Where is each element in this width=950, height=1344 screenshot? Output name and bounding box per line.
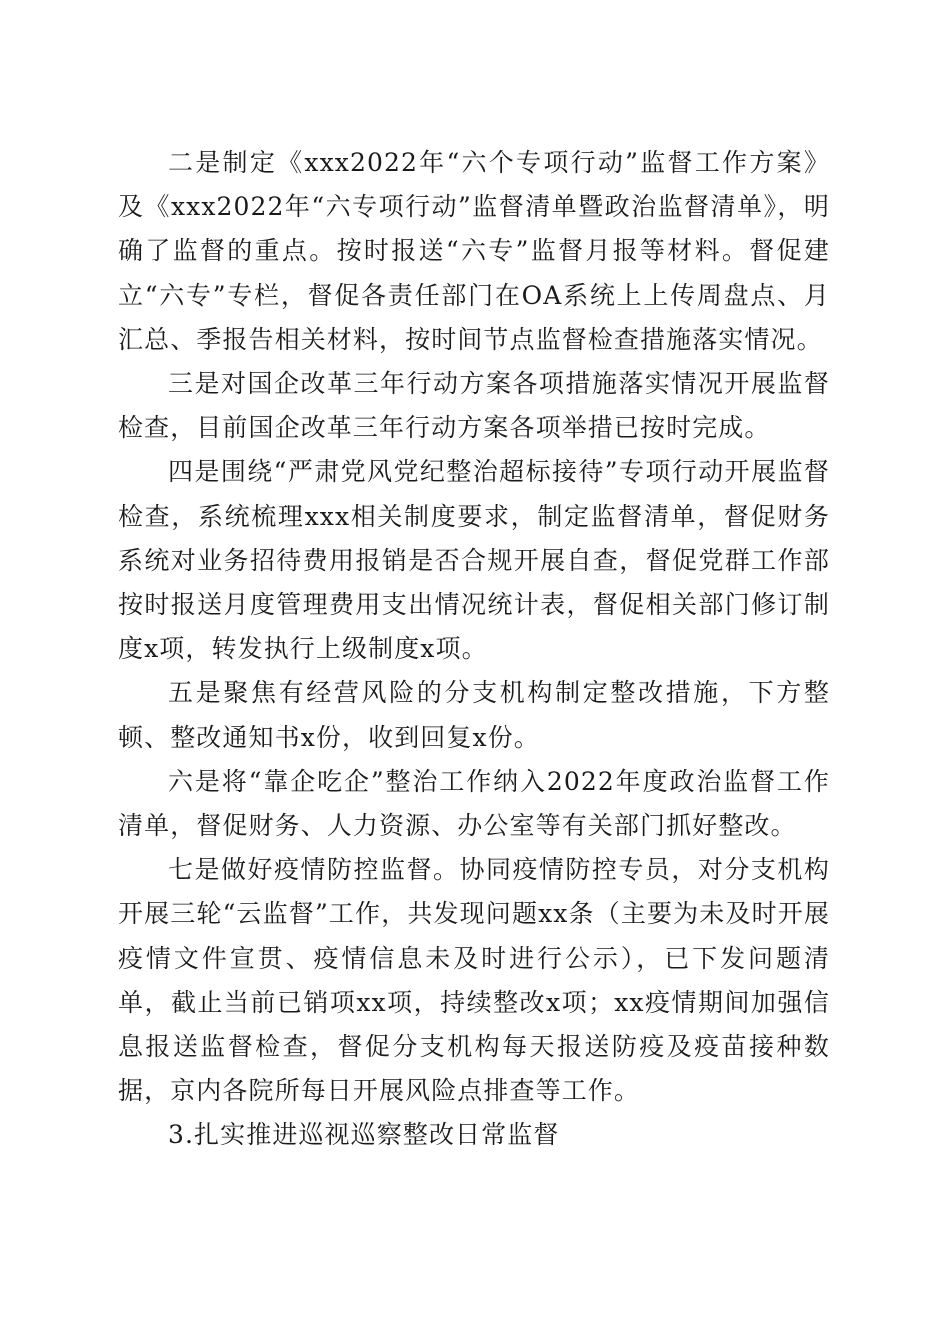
- paragraph-6: 六是将“靠企吃企”整治工作纳入2022年度政治监督工作清单，督促财务、人力资源、办公室等有关部门抓好整改。: [118, 766, 830, 841]
- document-body: [118, 141, 830, 1158]
- paragraph-5: 五是聚焦有经营风险的分支机构制定整改措施，下方整顿、整改通知书x份，收到回复x份。: [118, 678, 830, 752]
- paragraph-4: 四是围绕“严肃党风党纪整治超标接待”专项行动开展监督检查，系统梳理xxx相关制度要求，制定监督清单，督促财务系统对业务招待费用报销是否合规开展自查，督促党群工作部按时报送月度管理费用支出情况统计表，督促相关部门修订制度x项，转发执行上级制度x项。: [118, 457, 830, 664]
- paragraph-3: 三是对国企改革三年行动方案各项措施落实情况开展监督检查，目前国企改革三年行动方案各项举措已按时完成。: [118, 369, 830, 443]
- paragraph-2: 二是制定《xxx2022年“六个专项行动”监督工作方案》及《xxx2022年“六专项行动”监督清单暨政治监督清单》，明确了监督的重点。按时报送“六专”监督月报等材料。督促建立“六专”专栏，督促各责任部门在OA系统上上传周盘点、月汇总、季报告相关材料，按时间节点监督检查措施落实情况。: [118, 148, 830, 354]
- paragraph-7: 七是做好疫情防控监督。协同疫情防控专员，对分支机构开展三轮“云监督”工作，共发现问题xx条（主要为未及时开展疫情文件宣贯、疫情信息未及时进行公示），已下发问题清单，截止当前已销项xx项，持续整改x项；xx疫情期间加强信息报送监督检查，督促分支机构每天报送防疫及疫苗接种数据，京内各院所每日开展风险点排查等工作。: [118, 855, 830, 1106]
- section-heading: 3.扎实推进巡视巡察整改日常监督: [168, 1120, 560, 1150]
